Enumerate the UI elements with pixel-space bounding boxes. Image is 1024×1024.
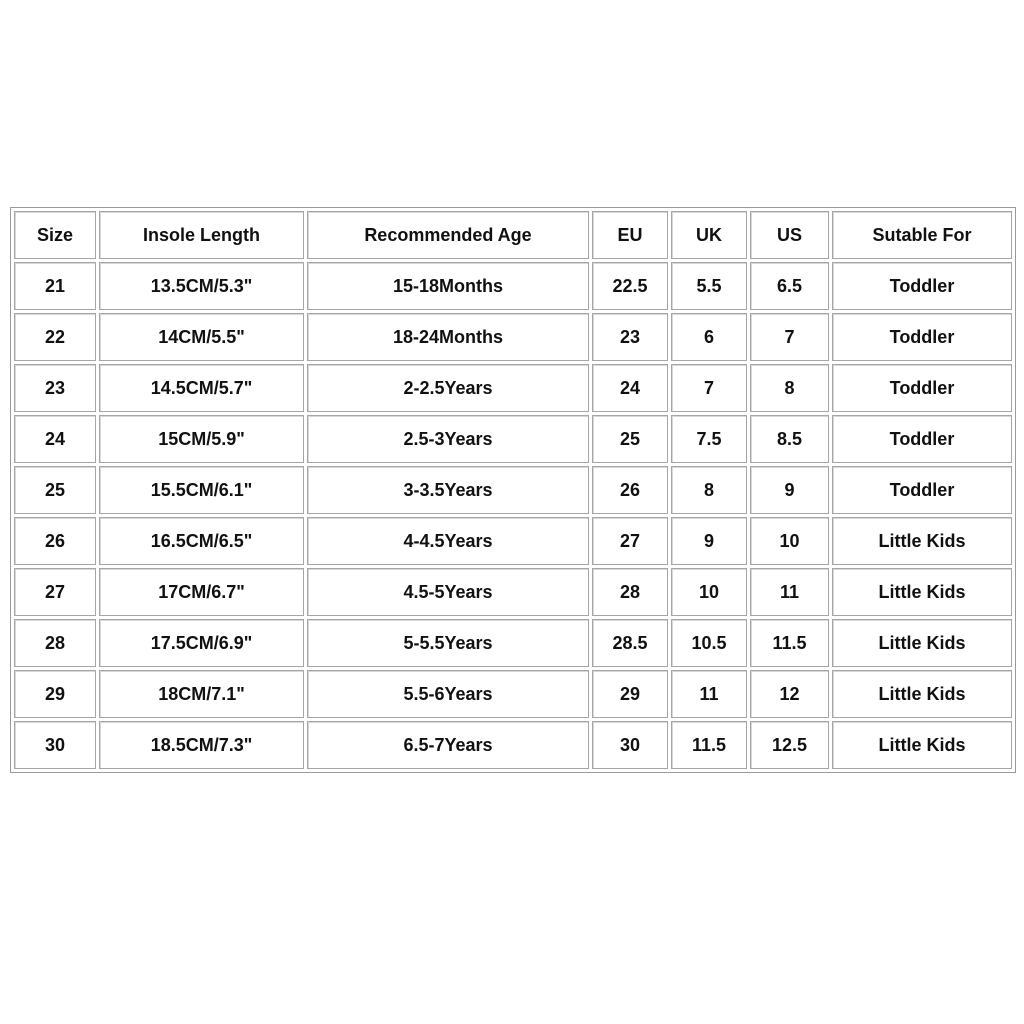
table-row xyxy=(14,313,1012,361)
header-us: US xyxy=(750,211,829,259)
header-insole-length: Insole Length xyxy=(99,211,304,259)
recommended-age-cell: 4-4.5Years xyxy=(307,517,589,565)
us-cell: 11.5 xyxy=(750,619,829,667)
eu-cell: 26 xyxy=(592,466,668,514)
table-row xyxy=(14,619,1012,667)
size-cell: 28 xyxy=(14,619,96,667)
header-row xyxy=(14,211,1012,259)
table-row xyxy=(14,262,1012,310)
recommended-age-cell: 15-18Months xyxy=(307,262,589,310)
uk-cell: 10.5 xyxy=(671,619,747,667)
size-chart-header xyxy=(14,211,1012,259)
uk-cell: 11.5 xyxy=(671,721,747,769)
sutable-for-cell: Little Kids xyxy=(832,517,1012,565)
insole-length-cell: 16.5CM/6.5" xyxy=(99,517,304,565)
size-cell: 24 xyxy=(14,415,96,463)
us-cell: 11 xyxy=(750,568,829,616)
size-cell: 26 xyxy=(14,517,96,565)
eu-cell: 28 xyxy=(592,568,668,616)
insole-length-cell: 14CM/5.5" xyxy=(99,313,304,361)
us-cell: 9 xyxy=(750,466,829,514)
recommended-age-cell: 18-24Months xyxy=(307,313,589,361)
size-cell: 22 xyxy=(14,313,96,361)
sutable-for-cell: Toddler xyxy=(832,466,1012,514)
us-cell: 7 xyxy=(750,313,829,361)
size-cell: 29 xyxy=(14,670,96,718)
insole-length-cell: 17CM/6.7" xyxy=(99,568,304,616)
table-row xyxy=(14,466,1012,514)
uk-cell: 6 xyxy=(671,313,747,361)
uk-cell: 7.5 xyxy=(671,415,747,463)
recommended-age-cell: 4.5-5Years xyxy=(307,568,589,616)
us-cell: 6.5 xyxy=(750,262,829,310)
eu-cell: 22.5 xyxy=(592,262,668,310)
uk-cell: 9 xyxy=(671,517,747,565)
header-eu: EU xyxy=(592,211,668,259)
header-recommended-age: Recommended Age xyxy=(307,211,589,259)
header-size: Size xyxy=(14,211,96,259)
recommended-age-cell: 5.5-6Years xyxy=(307,670,589,718)
sutable-for-cell: Toddler xyxy=(832,415,1012,463)
sutable-for-cell: Toddler xyxy=(832,313,1012,361)
sutable-for-cell: Little Kids xyxy=(832,619,1012,667)
size-chart-body xyxy=(14,262,1012,769)
table-row xyxy=(14,364,1012,412)
insole-length-cell: 18.5CM/7.3" xyxy=(99,721,304,769)
uk-cell: 10 xyxy=(671,568,747,616)
size-cell: 25 xyxy=(14,466,96,514)
table-row xyxy=(14,517,1012,565)
recommended-age-cell: 6.5-7Years xyxy=(307,721,589,769)
table-row xyxy=(14,670,1012,718)
header-uk: UK xyxy=(671,211,747,259)
size-cell: 27 xyxy=(14,568,96,616)
insole-length-cell: 14.5CM/5.7" xyxy=(99,364,304,412)
uk-cell: 7 xyxy=(671,364,747,412)
table-row xyxy=(14,721,1012,769)
insole-length-cell: 13.5CM/5.3" xyxy=(99,262,304,310)
header-sutable-for: Sutable For xyxy=(832,211,1012,259)
table-row xyxy=(14,568,1012,616)
recommended-age-cell: 2-2.5Years xyxy=(307,364,589,412)
sutable-for-cell: Little Kids xyxy=(832,670,1012,718)
us-cell: 10 xyxy=(750,517,829,565)
uk-cell: 8 xyxy=(671,466,747,514)
insole-length-cell: 15.5CM/6.1" xyxy=(99,466,304,514)
table-row xyxy=(14,415,1012,463)
recommended-age-cell: 3-3.5Years xyxy=(307,466,589,514)
size-cell: 30 xyxy=(14,721,96,769)
size-cell: 21 xyxy=(14,262,96,310)
us-cell: 8.5 xyxy=(750,415,829,463)
size-chart-table xyxy=(10,207,1016,773)
sutable-for-cell: Little Kids xyxy=(832,721,1012,769)
insole-length-cell: 15CM/5.9" xyxy=(99,415,304,463)
eu-cell: 23 xyxy=(592,313,668,361)
us-cell: 12.5 xyxy=(750,721,829,769)
recommended-age-cell: 5-5.5Years xyxy=(307,619,589,667)
sutable-for-cell: Toddler xyxy=(832,364,1012,412)
uk-cell: 5.5 xyxy=(671,262,747,310)
eu-cell: 30 xyxy=(592,721,668,769)
eu-cell: 24 xyxy=(592,364,668,412)
sutable-for-cell: Toddler xyxy=(832,262,1012,310)
eu-cell: 29 xyxy=(592,670,668,718)
size-cell: 23 xyxy=(14,364,96,412)
us-cell: 12 xyxy=(750,670,829,718)
recommended-age-cell: 2.5-3Years xyxy=(307,415,589,463)
sutable-for-cell: Little Kids xyxy=(832,568,1012,616)
eu-cell: 28.5 xyxy=(592,619,668,667)
insole-length-cell: 18CM/7.1" xyxy=(99,670,304,718)
insole-length-cell: 17.5CM/6.9" xyxy=(99,619,304,667)
uk-cell: 11 xyxy=(671,670,747,718)
eu-cell: 27 xyxy=(592,517,668,565)
eu-cell: 25 xyxy=(592,415,668,463)
us-cell: 8 xyxy=(750,364,829,412)
